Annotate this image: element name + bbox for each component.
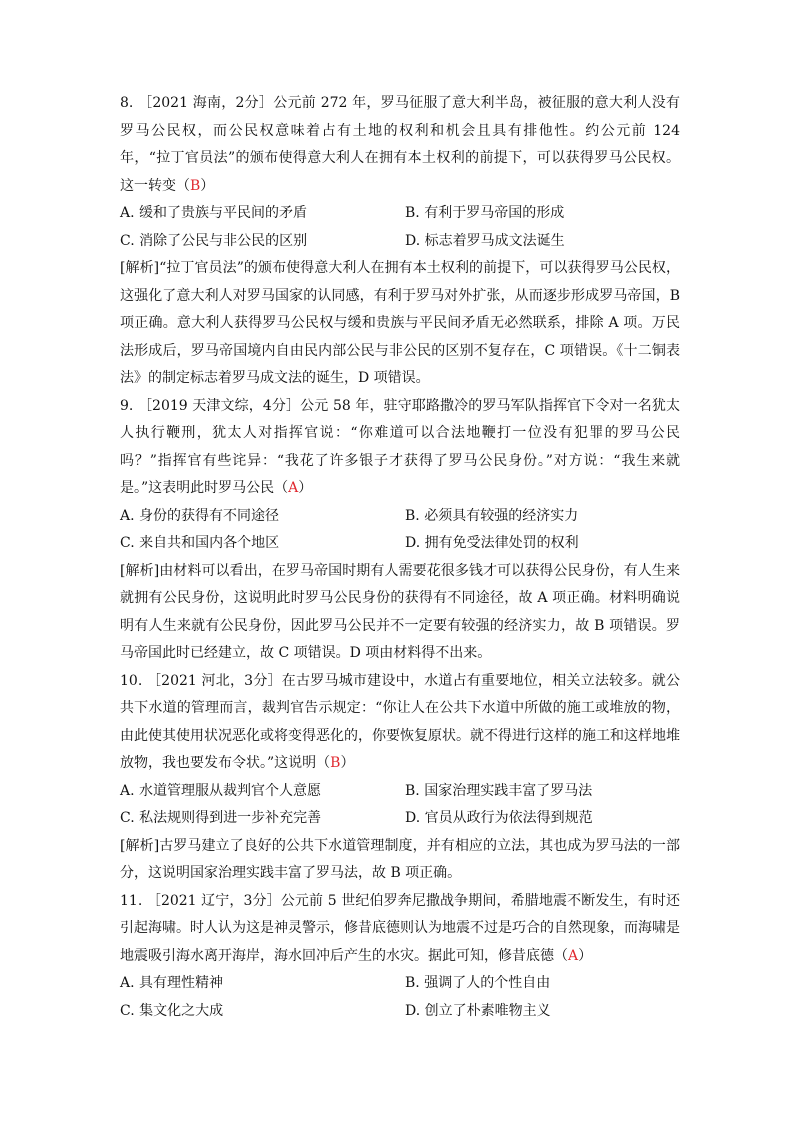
option-c: C. 集文化之大成 (120, 1002, 224, 1019)
option-c: C. 私法规则得到进一步补充完善 (120, 810, 322, 826)
question-stem: 9. ［2019 天津文综，4分］公元 58 年，驻守耶路撒冷的罗马军队指挥官下令对一名犹太人执行鞭刑，犹太人对指挥官说：“你难道可以合法地鞭打一位没有犯罪的罗马公民吗？”指挥官有些诧异：“我花了许多银子才获得了罗马公民身份。”对方说：“我生来就是。”这表明此时罗马公民（A） (120, 397, 680, 496)
question-text: ［2021 河北，3分］在古罗马城市建设中，水道占有重要地位，相关立法较多。就公共下水道的管理而言，裁判官告示规定：“你让人在公共下水道中所做的施工或堆放的物，由此使其使用状况恶化或将变得恶化的，你要恢复原状。就不得进行这样的施工和这样地堆放物，我也要发布令状。”这说明（ (120, 672, 681, 771)
question-stem: 10. ［2021 河北，3分］在古罗马城市建设中，水道占有重要地位，相关立法较多。就公共下水道的管理而言，裁判官告示规定：“你让人在公共下水道中所做的施工或堆放的物，由此使其使用状况恶化或将变得恶化的，你要恢复原状。就不得进行这样的施工和这样地堆放物，我也要发布令状。”这说明（B） (120, 672, 681, 771)
analysis: [解析]古罗马建立了良好的公共下水道管理制度，并有相应的立法，其也成为罗马法的一部分，这说明国家治理实践丰富了罗马法，故 B 项正确。 (120, 837, 680, 881)
question-10 (120, 668, 680, 888)
option-b: B. 有利于罗马帝国的形成 (405, 205, 565, 221)
question-text: ［2021 辽宁，3分］公元前 5 世纪伯罗奔尼撒战争期间，希腊地震不断发生，有时还引起海啸。时人认为这是神灵警示，修昔底德则认为地震不过是巧合的自然现象，而海啸是地震吸引海水离开海岸，海水回冲后产生的水灾。据此可知，修昔底德（ (120, 892, 680, 964)
question-stem: 8. ［2021 海南，2分］公元前 272 年，罗马征服了意大利半岛，被征服的意大利人没有罗马公民权，而公民权意味着占有土地的权利和机会且具有排他性。约公元前 124 年，“拉丁官员法”的颁布使得意大利人在拥有本土权利的前提下，可以获得罗马公民权。这一转变（B） (120, 95, 680, 194)
option-a: A. 身份的获得有不同途径 (120, 507, 280, 524)
option-b: B. 国家治理实践丰富了罗马法 (405, 782, 593, 799)
option-b: B. 必须具有较强的经济实力 (405, 507, 579, 524)
question-8 (120, 90, 680, 393)
question-number: 9. (120, 397, 134, 414)
option-a: A. 水道管理服从裁判官个人意愿 (120, 782, 322, 799)
question-text: ［2019 天津文综，4分］公元 58 年，驻守耶路撒冷的罗马军队指挥官下令对一名犹太人执行鞭刑，犹太人对指挥官说：“你难道可以合法地鞭打一位没有犯罪的罗马公民吗？”指挥官有些诧异：“我花了许多银子才获得了罗马公民身份。”对方说：“我生来就是。”这表明此时罗马公民（ (120, 397, 680, 496)
option-c: C. 来自共和国内各个地区 (120, 535, 280, 551)
question-text: ［2021 海南，2分］公元前 272 年，罗马征服了意大利半岛，被征服的意大利人没有罗马公民权，而公民权意味着占有土地的权利和机会且具有排他性。约公元前 124 年，“拉丁官员法”的颁布使得意大利人在拥有本土权利的前提下，可以获得罗马公民权。这一转变（ (120, 95, 680, 194)
question-9 (120, 393, 680, 668)
option-d: D. 官员从政行为依法得到规范 (405, 810, 593, 826)
option-d: D. 拥有免受法律处罚的权利 (405, 535, 579, 551)
options (120, 200, 680, 255)
answer-letter: A (568, 947, 579, 964)
answer-letter: B (190, 177, 201, 194)
answer-letter: B (330, 755, 341, 771)
options (120, 970, 680, 1025)
options (120, 778, 680, 833)
question-11 (120, 888, 680, 1026)
question-stem: 11. ［2021 辽宁，3分］公元前 5 世纪伯罗奔尼撒战争期间，希腊地震不断发生，有时还引起海啸。时人认为这是神灵警示，修昔底德则认为地震不过是巧合的自然现象，而海啸是地震吸引海水离开海岸，海水回冲后产生的水灾。据此可知，修昔底德（A） (120, 892, 680, 964)
answer-letter: A (288, 480, 299, 496)
option-a: A. 缓和了贵族与平民间的矛盾 (120, 205, 308, 221)
option-b: B. 强调了人的个性自由 (405, 975, 551, 991)
analysis: [解析]由材料可以看出，在罗马帝国时期有人需要花很多钱才可以获得公民身份，有人生来就拥有公民身份，这说明此时罗马公民身份的获得有不同途径，故 A 项正确。材料明确说明有人生来就有公民身份，因此罗马公民并不一定要有较强的经济实力，故 B 项错误。罗马帝国此时已经建立，故 C 项错误。D 项由材料得不出来。 (120, 562, 680, 661)
options (120, 503, 680, 558)
option-c: C. 消除了公民与非公民的区别 (120, 232, 308, 249)
option-d: D. 创立了朴素唯物主义 (405, 1002, 551, 1019)
question-number: 11. (120, 892, 143, 909)
question-number: 8. (120, 95, 134, 111)
question-number: 10. (120, 672, 143, 689)
option-a: A. 具有理性精神 (120, 975, 224, 991)
document-page (120, 90, 680, 1025)
option-d: D. 标志着罗马成文法诞生 (405, 232, 565, 249)
analysis: [解析]“拉丁官员法”的颁布使得意大利人在拥有本土权利的前提下，可以获得罗马公民权，这强化了意大利人对罗马国家的认同感，有利于罗马对外扩张，从而逐步形成罗马帝国，B 项正确。意大利人获得罗马公民权与缓和贵族与平民间矛盾无必然联系，排除 A 项。万民法形成后，罗马帝国境内自由民内部公民与非公民的区别不复存在，C 项错误。《十二铜表法》的制定标志着罗马成文法的诞生，D 项错误。 (120, 260, 680, 386)
